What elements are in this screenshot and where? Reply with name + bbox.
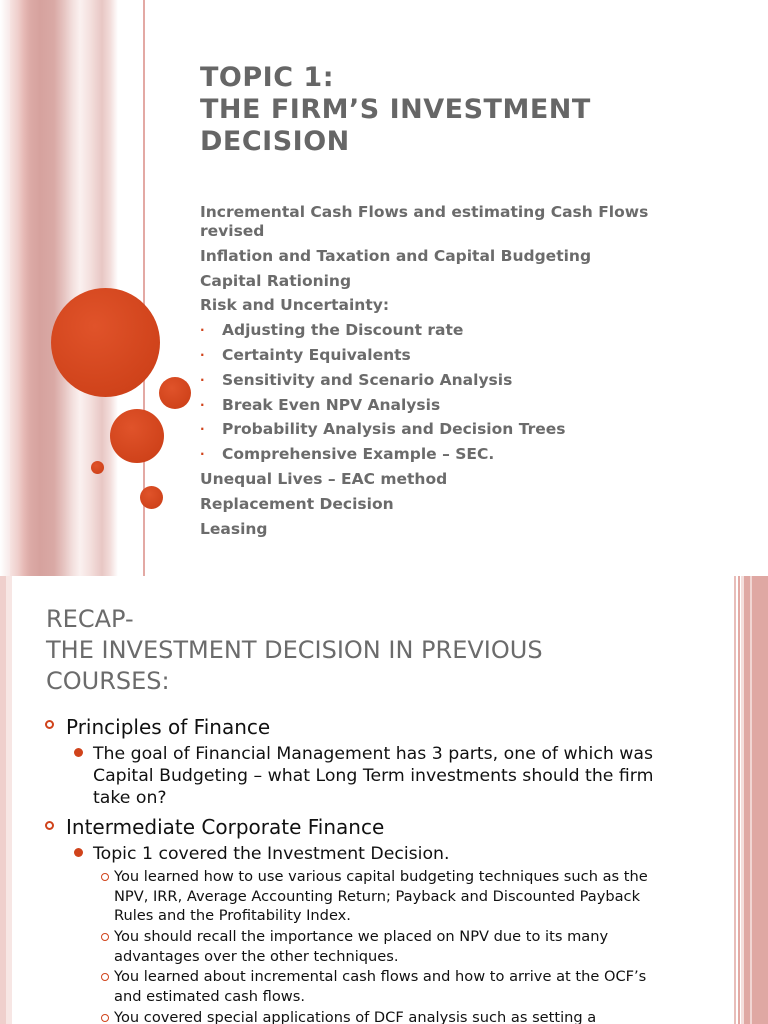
- sub-list-item-label: Certainty Equivalents: [222, 345, 411, 364]
- sub-list-item: [200, 445, 700, 464]
- slide-1-left-edge: [0, 0, 10, 576]
- sub-list-item: [200, 396, 700, 415]
- sub-list-item-label: Break Even NPV Analysis: [222, 395, 441, 414]
- slide-2-title: [46, 604, 706, 697]
- level-1-item: Principles of Finance: [66, 715, 271, 739]
- sub-list-item-label: Probability Analysis and Decision Trees: [222, 420, 566, 439]
- level-3-item: You learned how to use various capital budgeting techniques such as the NPV, IRR, Average Accounting Return; Payback and Discounted Payback Rules and the Profitability Index.: [114, 868, 648, 924]
- level-2-item: The goal of Financial Management has 3 parts, one of which was Capital Budgeting – what Long Term investments should the firm take on?: [93, 744, 654, 808]
- sub-list-item-label: Comprehensive Example – SEC.: [222, 445, 495, 464]
- ring-bullet-icon: [45, 720, 54, 729]
- slide-1-title-line: TOPIC 1:: [200, 62, 335, 93]
- level-1-item: Intermediate Corporate Finance: [66, 815, 385, 839]
- ring-bullet-icon: [101, 933, 109, 941]
- sub-list-item: [200, 420, 700, 439]
- level-3-item: You should recall the importance we placed on NPV due to its many advantages over the other techniques.: [114, 928, 609, 965]
- dot-bullet-icon: ·: [200, 323, 205, 338]
- list-item: Inflation and Taxation and Capital Budgeting: [200, 246, 592, 265]
- sub-list-item-label: Sensitivity and Scenario Analysis: [222, 370, 513, 389]
- dot-bullet-icon: ·: [200, 397, 205, 412]
- slide-1-title-line: DECISION: [200, 126, 350, 157]
- dot-bullet-icon: ·: [200, 422, 205, 437]
- ring-bullet-icon: [101, 973, 109, 981]
- slide-2-right-band: [744, 576, 768, 1024]
- sub-list-item: [200, 321, 700, 340]
- slide-1-title: [200, 62, 720, 158]
- slide-1-title-line: THE FIRM’S INVESTMENT: [200, 94, 591, 125]
- slide-2-right-stripe: [738, 576, 740, 1024]
- filled-bullet-icon: [74, 748, 83, 757]
- slide-2-right-stripe: [734, 576, 736, 1024]
- slide-2-right-stripe: [750, 576, 752, 1024]
- dot-bullet-icon: ·: [200, 372, 205, 387]
- list-item: Capital Rationing: [200, 271, 352, 290]
- ring-bullet-icon: [101, 873, 109, 881]
- slide-2-title-line: RECAP-: [46, 605, 134, 633]
- ring-bullet-icon: [45, 821, 54, 830]
- level-2-item: Topic 1 covered the Investment Decision.: [93, 844, 450, 864]
- list-item: Risk and Uncertainty:: [200, 296, 390, 315]
- level-3-item: You covered special applications of DCF analysis such as setting a: [114, 1009, 597, 1024]
- slide-2: [0, 576, 768, 1024]
- filled-bullet-icon: [74, 848, 83, 857]
- decorative-circle-medium: [110, 409, 164, 463]
- list-item: Leasing: [200, 519, 268, 538]
- slide-2-title-line: THE INVESTMENT DECISION IN PREVIOUS: [46, 636, 543, 664]
- slide-1-right-margin: [762, 0, 768, 576]
- list-item: Replacement Decision: [200, 494, 394, 513]
- decorative-circle-small: [159, 377, 191, 409]
- slide-2-left-stripe-light: [6, 576, 12, 1024]
- decorative-circle-small-2: [140, 486, 163, 509]
- sub-list-item-label: Adjusting the Discount rate: [222, 321, 464, 340]
- decorative-circle-tiny: [91, 461, 104, 474]
- list-item: Incremental Cash Flows and estimating Cash Flows revised: [200, 203, 649, 240]
- slide-1-topic-list: [200, 203, 700, 544]
- list-item: Unequal Lives – EAC method: [200, 469, 448, 488]
- sub-list-item: [200, 371, 700, 390]
- ring-bullet-icon: [101, 1014, 109, 1022]
- dot-bullet-icon: ·: [200, 347, 205, 362]
- dot-bullet-icon: ·: [200, 447, 205, 462]
- slide-2-title-line: COURSES:: [46, 667, 170, 695]
- level-3-item: You learned about incremental cash flows and how to arrive at the OCF’s and estimated cash flows.: [114, 968, 647, 1005]
- sub-list-item: [200, 346, 700, 365]
- decorative-circle-large: [51, 288, 160, 397]
